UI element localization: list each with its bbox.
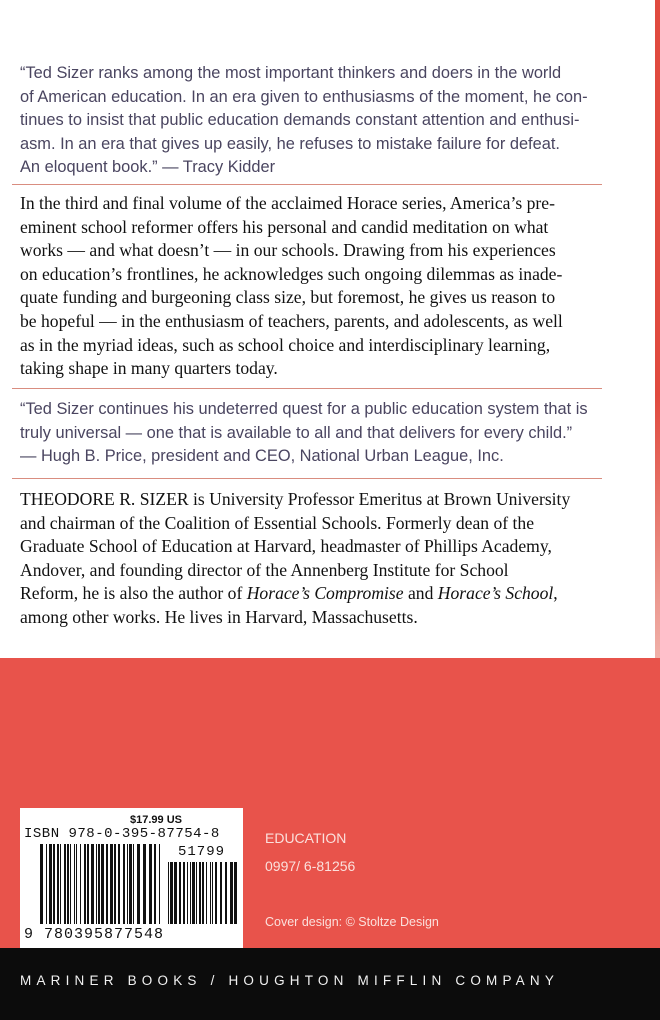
barcode-bar [215, 862, 217, 924]
barcode-bar [60, 844, 61, 924]
book-title-compromise: Horace’s Compromise [246, 583, 404, 604]
barcode-bar [74, 844, 75, 924]
spine-edge-strip [655, 0, 660, 658]
barcode-bar [220, 862, 222, 924]
barcode-bar [137, 844, 140, 924]
ean-left-digits: 780395 [44, 926, 105, 943]
quote-line: asm. In an era that gives up easily, he refuses to mistake failure for defeat. [20, 134, 560, 153]
barcode-bar [159, 844, 160, 924]
barcode-bar [206, 862, 207, 924]
bio-text: and [403, 583, 438, 604]
barcode-bar [170, 862, 173, 924]
bio-line: Andover, and founding director of the Annenberg Institute for School [20, 559, 509, 580]
barcode-bar [46, 844, 47, 924]
barcode-bar [174, 862, 177, 924]
product-code: 0997/ 6-81256 [265, 858, 356, 874]
barcode-bar [49, 844, 52, 924]
quote-line: “Ted Sizer continues his undeterred quest for a public education system that is [20, 400, 588, 418]
barcode-bar [64, 844, 66, 924]
bio-line: Graduate School of Education at Harvard, headmaster of Phillips Academy, [20, 536, 552, 557]
quote-line: “Ted Sizer ranks among the most important thinkers and doers in the world [20, 64, 562, 82]
barcode-bar [183, 862, 185, 924]
barcode-bar [110, 844, 113, 924]
description-line: In the third and final volume of the acclaimed Horace series, America’s pre- [20, 193, 555, 213]
barcode-bar [70, 844, 71, 924]
ean-digits [24, 926, 164, 943]
barcode-bar [210, 862, 211, 924]
barcode-bar [87, 844, 89, 924]
divider-rule [12, 388, 602, 389]
barcode-bar [40, 844, 43, 924]
book-title-school: Horace’s School [437, 583, 554, 604]
barcode-bar [202, 862, 204, 924]
barcode-bar [234, 862, 237, 924]
barcode-bar [143, 844, 146, 924]
barcode-bar [91, 844, 94, 924]
barcode-bar [187, 862, 188, 924]
barcode-bar [192, 862, 195, 924]
divider-rule [12, 478, 602, 479]
quote-line: An eloquent book.” — Tracy Kidder [20, 158, 276, 176]
barcode-bar [230, 862, 233, 924]
barcode-bar [133, 844, 134, 924]
addon-number: 51799 [178, 844, 226, 860]
quote-hugh-price [20, 398, 595, 469]
barcode-bar [190, 862, 191, 924]
barcode-bar [67, 844, 69, 924]
barcode-bar [199, 862, 201, 924]
quote-tracy-kidder [20, 62, 595, 180]
bio-line: among other works. He lives in Harvard, Massachusetts. [20, 606, 418, 627]
author-bio [20, 488, 595, 630]
quote-line: tinues to insist that public education demands constant attention and enthusi- [20, 111, 580, 129]
barcode-bar [154, 844, 156, 924]
bio-text: , [553, 583, 558, 604]
bio-line [20, 582, 595, 606]
description-line: taking shape in many quarters today. [20, 358, 278, 379]
barcode-bar [76, 844, 77, 924]
description-line: as in the myriad ideas, such as school choice and interdisciplinary learning, [20, 334, 551, 355]
book-description [20, 192, 595, 381]
barcode-bar [101, 844, 104, 924]
bio-text: Reform, he is also the author of [20, 583, 247, 604]
quote-line: truly universal — one that is available to all and that delivers for every child.” [20, 423, 573, 442]
barcode-bar [98, 844, 100, 924]
barcode-bar [57, 844, 59, 924]
ean-first-digit: 9 [24, 926, 35, 943]
description-line: quate funding and burgeoning class size, but foremost, he gives us reason to [20, 287, 556, 308]
barcode-bar [96, 844, 97, 924]
barcode-bar [80, 844, 81, 924]
barcode-bar [196, 862, 197, 924]
ean-right-digits: 877548 [104, 926, 165, 943]
barcode-bar [168, 862, 169, 924]
barcode-bar [123, 844, 125, 924]
divider-rule [12, 184, 602, 185]
barcode-bar [179, 862, 181, 924]
price-label: $17.99 US [130, 814, 182, 826]
quote-line: — Hugh B. Price, president and CEO, National Urban League, Inc. [20, 447, 504, 465]
description-line: be hopeful — in the enthusiasm of teachers, parents, and adolescents, as well [20, 310, 563, 331]
description-line: eminent school reformer offers his personal and candid meditation on what [20, 216, 549, 237]
publisher-name: MARINER BOOKS / HOUGHTON MIFFLIN COMPANY [20, 973, 560, 988]
barcode-bar [118, 844, 120, 924]
bio-line: THEODORE R. SIZER is University Professor Emeritus at Brown University [20, 489, 571, 509]
cover-credit: Cover design: © Stoltze Design [265, 915, 439, 929]
quote-line: of American education. In an era given to enthusiasms of the moment, he con- [20, 87, 588, 106]
description-line: on education’s frontlines, he acknowledges such ongoing dilemmas as inade- [20, 263, 563, 284]
barcode-bar [225, 862, 227, 924]
barcode-bar [84, 844, 86, 924]
barcode-bar [127, 844, 128, 924]
isbn-label: ISBN 978-0-395-87754-8 [24, 826, 220, 842]
barcode-bar [106, 844, 108, 924]
barcode-bar [149, 844, 152, 924]
description-line: works — and what doesn’t — in our schools. Drawing from his experiences [20, 240, 556, 261]
barcode-bar [129, 844, 132, 924]
category-label: EDUCATION [265, 830, 347, 846]
barcode-bar [114, 844, 116, 924]
barcode-bar [212, 862, 213, 924]
bio-line: and chairman of the Coalition of Essential Schools. Formerly dean of the [20, 512, 535, 533]
barcode-bar [53, 844, 55, 924]
barcode-box [20, 808, 243, 948]
